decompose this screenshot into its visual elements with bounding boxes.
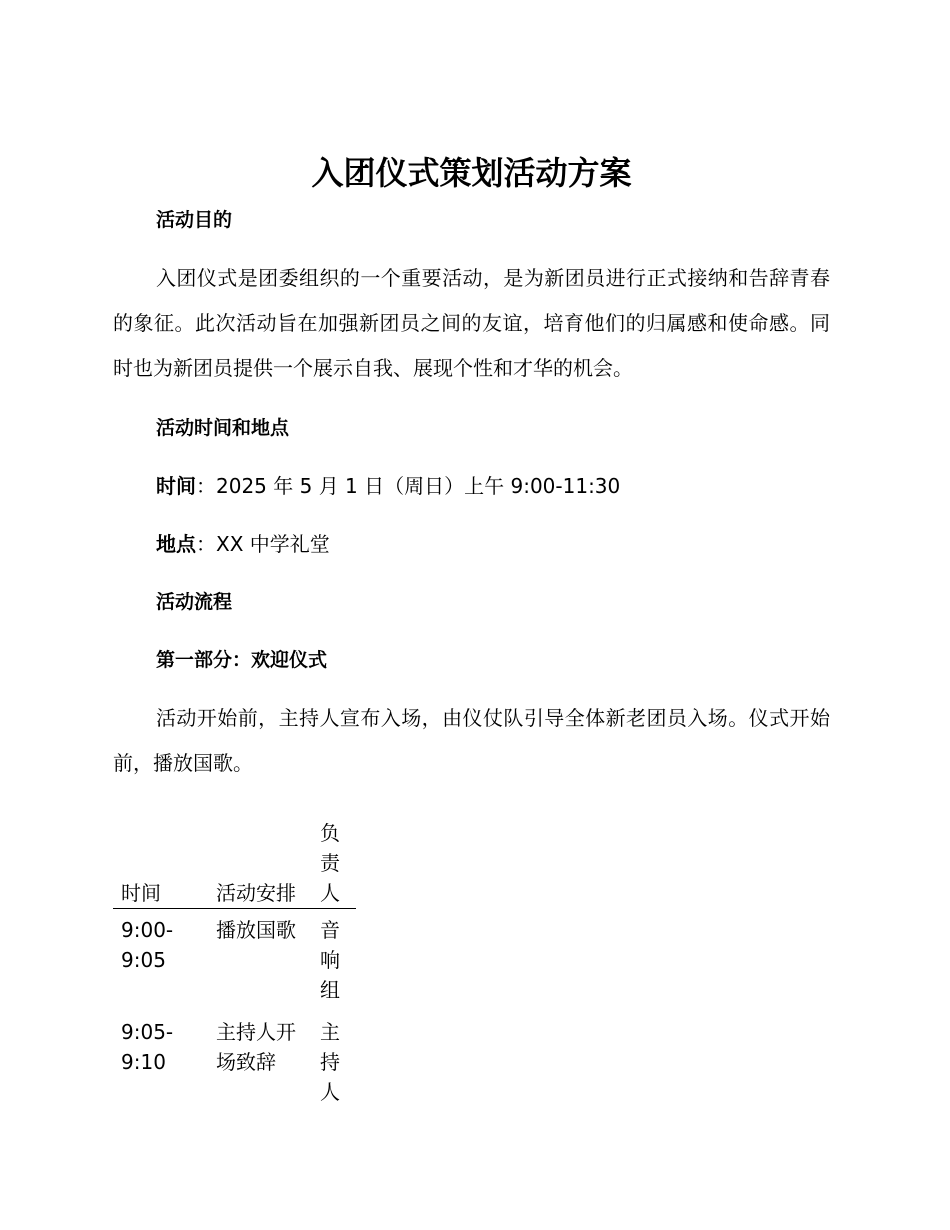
- time-field: [113, 472, 830, 500]
- table-header-row: [113, 818, 356, 909]
- place-field: [113, 530, 830, 558]
- table-cell-time: 9:05-9:10: [121, 1020, 174, 1074]
- table-row: [113, 909, 356, 1012]
- table-header-activity: 活动安排: [208, 818, 312, 909]
- subsection-heading-part1: 第一部分：欢迎仪式: [156, 649, 328, 671]
- schedule-table: [113, 818, 356, 1113]
- table-row: [113, 1011, 356, 1113]
- table-cell-owner: 主持人: [320, 1020, 340, 1104]
- purpose-paragraph: 入团仪式是团委组织的一个重要活动，是为新团员进行正式接纳和告辞青春的象征。此次活动旨在加强新团员之间的友谊，培育他们的归属感和使命感。同时也为新团员提供一个展示自我、展现个性和才华的机会。: [113, 266, 830, 380]
- table-cell-activity: 播放国歌: [216, 918, 296, 942]
- section-heading-flow: 活动流程: [156, 591, 233, 613]
- place-label: 地点: [156, 532, 196, 556]
- document-title: 入团仪式策划活动方案: [311, 154, 632, 192]
- table-cell-owner: 音响组: [320, 918, 340, 1002]
- place-value: ：XX 中学礼堂: [196, 532, 330, 556]
- table-header-time: 时间: [113, 818, 208, 909]
- time-label: 时间: [156, 474, 196, 498]
- section-heading-purpose: 活动目的: [156, 209, 233, 231]
- table-cell-time: 9:00-9:05: [121, 918, 174, 972]
- section-heading-time-place: 活动时间和地点: [156, 417, 290, 439]
- part1-paragraph: 活动开始前，主持人宣布入场，由仪仗队引导全体新老团员入场。仪式开始前，播放国歌。: [113, 706, 830, 775]
- table-cell-activity: 主持人开场致辞: [216, 1020, 296, 1074]
- table-header-owner: 负责人: [312, 818, 356, 909]
- time-value: ：2025 年 5 月 1 日（周日）上午 9:00-11:30: [196, 474, 621, 498]
